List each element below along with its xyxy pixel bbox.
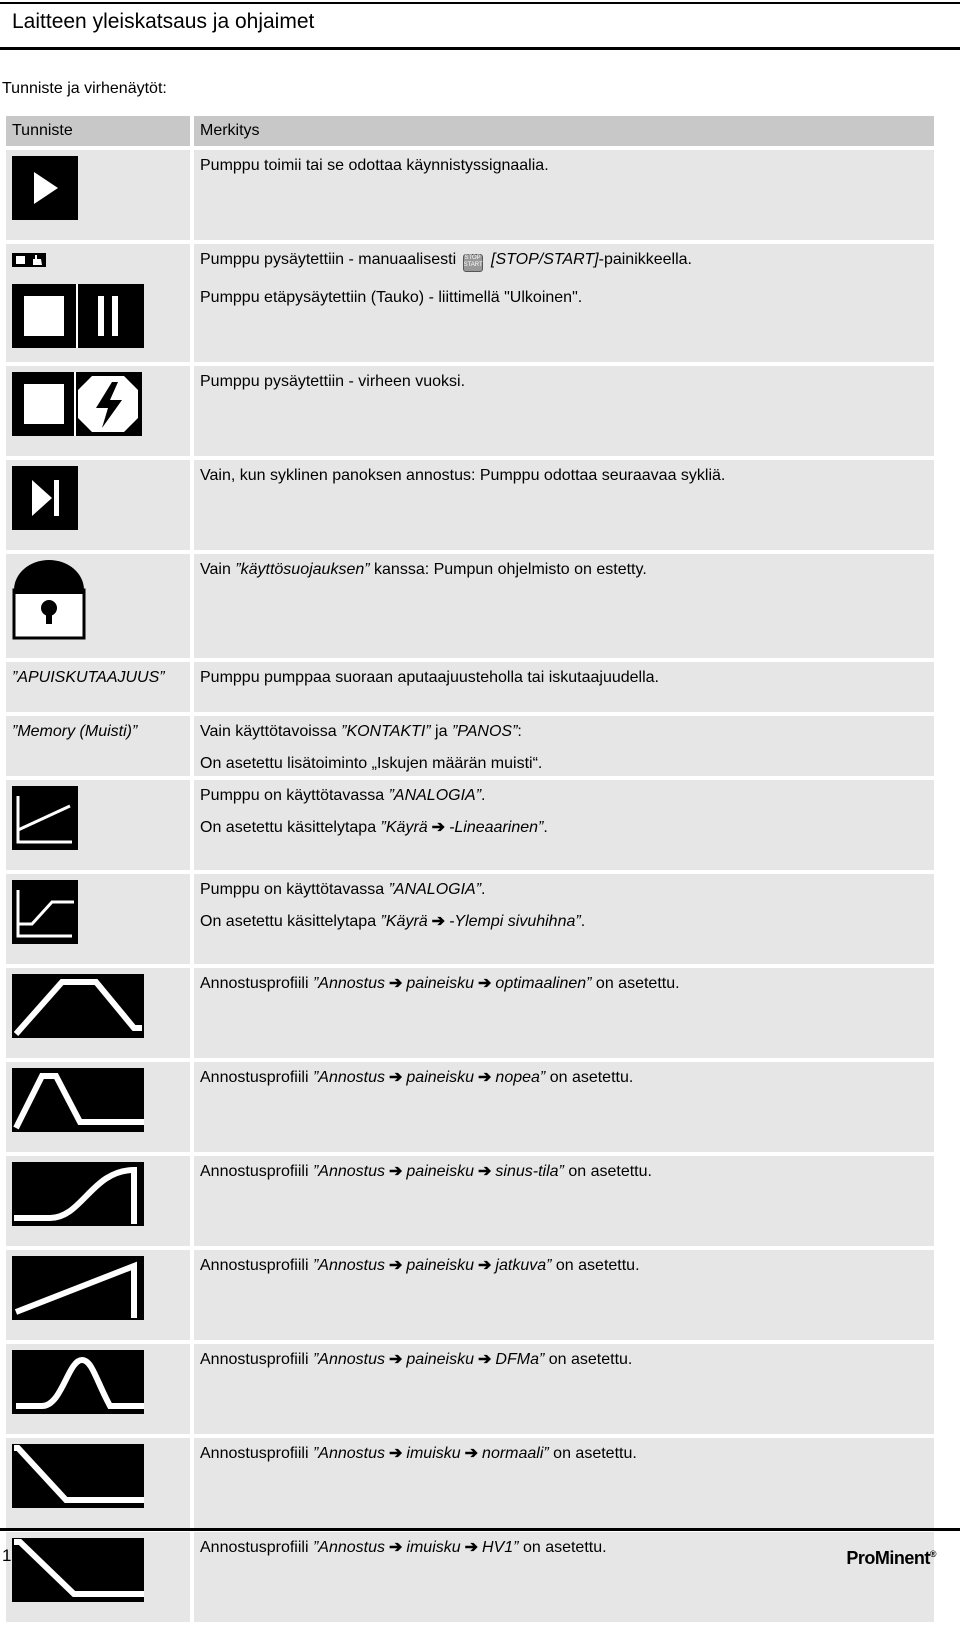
suction-normal-icon: [12, 1444, 144, 1508]
meaning-cell: Annostusprofiili ”Annostus ➔ paineisku ➔ nopea” on asetettu.: [194, 1062, 934, 1152]
table-row: [6, 366, 934, 456]
meaning-cell: Vain, kun syklinen panoksen annostus: Pumppu odottaa seuraavaa sykliä.: [194, 460, 934, 550]
profile-continuous-icon: [12, 1256, 144, 1320]
stop-pause-icon: [12, 284, 144, 348]
table-row: [6, 1250, 934, 1340]
identifier-cell: [6, 1344, 190, 1434]
identifier-cell: [6, 1438, 190, 1528]
table-row: [6, 1062, 934, 1152]
prominent-logo: ProMinent®: [846, 1548, 936, 1568]
suction-hv1-icon: [12, 1538, 144, 1602]
run-play-icon: [12, 156, 78, 220]
meaning-cell: Annostusprofiili ”Annostus ➔ imuisku ➔ HV1” on asetettu.: [194, 1532, 934, 1622]
identifier-cell: [6, 780, 190, 870]
column-header-identifier: Tunniste: [6, 116, 190, 146]
table-row: [6, 1344, 934, 1434]
profile-optimal-icon: [12, 974, 144, 1038]
meaning-cell: Vain käyttötavoissa ”KONTAKTI” ja ”PANOS”: On asetettu lisätoiminto „Iskujen määrän muisti“.: [194, 716, 934, 776]
meaning-cell: Annostusprofiili ”Annostus ➔ paineisku ➔ DFMa” on asetettu.: [194, 1344, 934, 1434]
manual-stop-icon: [12, 250, 46, 268]
meaning-cell: Annostusprofiili ”Annostus ➔ paineisku ➔ sinus-tila” on asetettu.: [194, 1156, 934, 1246]
meaning-cell: Pumppu on käyttötavassa ”ANALOGIA”. On asetettu käsittelytapa ”Käyrä ➔ -Lineaarinen”.: [194, 780, 934, 870]
identifier-table: [2, 112, 938, 1626]
meaning-cell: Annostusprofiili ”Annostus ➔ paineisku ➔ optimaalinen” on asetettu.: [194, 968, 934, 1058]
identifier-cell: [6, 150, 190, 240]
header-rule: [0, 47, 960, 50]
table-row: [6, 874, 934, 964]
meaning-cell: Pumppu toimii tai se odottaa käynnistyssignaalia.: [194, 150, 934, 240]
profile-fast-icon: [12, 1068, 144, 1132]
identifier-cell: [6, 1532, 190, 1622]
profile-dfma-icon: [12, 1350, 144, 1414]
identifier-cell: ”Memory (Muisti)”: [6, 716, 190, 776]
table-row: [6, 968, 934, 1058]
identifier-cell: [6, 1062, 190, 1152]
table-row: [6, 554, 934, 658]
analog-linear-icon: [12, 786, 78, 850]
header-rule: [0, 2, 960, 4]
identifier-cell: [6, 554, 190, 658]
meaning-cell: Pumppu pysäytettiin - virheen vuoksi.: [194, 366, 934, 456]
meaning-cell: Annostusprofiili ”Annostus ➔ imuisku ➔ normaali” on asetettu.: [194, 1438, 934, 1528]
page-number: 18: [2, 1546, 21, 1565]
identifier-cell: [6, 1156, 190, 1246]
page-title: Laitteen yleiskatsaus ja ohjaimet: [12, 10, 315, 33]
stop-error-icon: [12, 372, 142, 436]
meaning-cell: Pumppu on käyttötavassa ”ANALOGIA”. On asetettu käsittelytapa ”Käyrä ➔ -Ylempi sivuhihna”.: [194, 874, 934, 964]
table-row: [6, 150, 934, 240]
table-row: [6, 1532, 934, 1622]
column-header-meaning: Merkitys: [194, 116, 934, 146]
section-heading: Tunniste ja virhenäytöt:: [2, 80, 167, 97]
identifier-cell: [6, 244, 190, 362]
table-row: [6, 716, 934, 776]
table-row: [6, 780, 934, 870]
lock-icon: [12, 560, 86, 640]
table-header-row: [6, 116, 934, 146]
table-row: [6, 1156, 934, 1246]
footer-rule: [0, 1528, 960, 1531]
meaning-cell: Vain ”käyttösuojauksen” kanssa: Pumpun ohjelmisto on estetty.: [194, 554, 934, 658]
table-row: [6, 460, 934, 550]
analog-upper-icon: [12, 880, 78, 944]
identifier-cell: [6, 874, 190, 964]
table-row: [6, 244, 934, 362]
identifier-cell: ”APUISKUTAAJUUS”: [6, 662, 190, 712]
identifier-cell: [6, 1250, 190, 1340]
meaning-cell: Pumppu pumppaa suoraan aputaajuusteholla tai iskutaajuudella.: [194, 662, 934, 712]
meaning-cell: Pumppu pysäytettiin - manuaalisesti STOP START [STOP/START]-painikkeella. Pumppu etäpysäytettiin (Tauko) - liittimellä "Ulkoinen".: [194, 244, 934, 362]
identifier-cell: [6, 968, 190, 1058]
identifier-cell: [6, 460, 190, 550]
identifier-cell: [6, 366, 190, 456]
stop-start-key-icon: STOP START: [463, 254, 483, 272]
table-row: [6, 662, 934, 712]
meaning-cell: Annostusprofiili ”Annostus ➔ paineisku ➔ jatkuva” on asetettu.: [194, 1250, 934, 1340]
profile-sine-icon: [12, 1162, 144, 1226]
wait-cycle-icon: [12, 466, 78, 530]
table-row: [6, 1438, 934, 1528]
